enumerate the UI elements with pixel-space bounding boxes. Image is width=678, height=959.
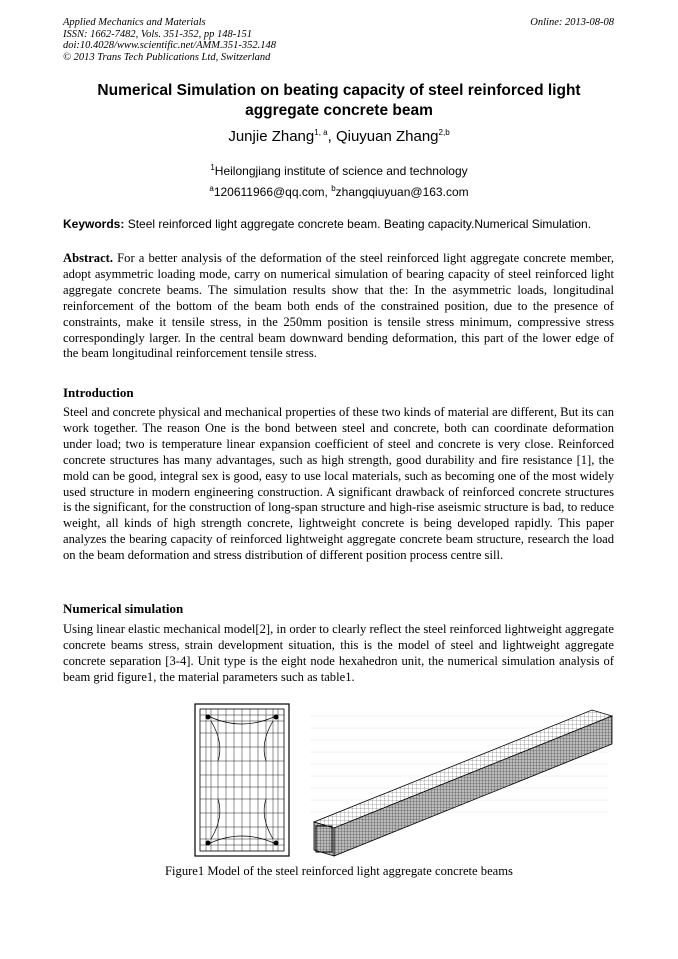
email-b-sup: b — [331, 184, 336, 193]
introduction-text: Steel and concrete physical and mechanical properties of these two kinds of material are different, But its can work together. The reason One is the bond between steel and concrete, both can coordinate deformation under load; two is temperature linear expansion coefficient of steel and concrete is very close. Reinforced concrete structures has many advantages, such as high strength, good durability and fire resistance [1], the mold can be good, integral sex is good, easy to use local materials, such as becoming one of the most widely used structure in modern engineering construction. A significant drawback of reinforced concrete structures is the significant, for the construction of long-span structure and high-rise aseismic structure is bad, to reduce weight, all kinds of high strength concrete, lightweight concrete is being developed rapidly. This paper analyzes the bearing capacity of reinforced lightweight aggregate concrete beam structure, research the load on the beam deformation and stress distribution of different position process centre sill. — [63, 405, 614, 563]
email-separator: , — [324, 185, 332, 199]
beam-cross-section-mesh — [194, 703, 290, 857]
author-separator: , — [327, 128, 336, 145]
email-a: 120611966@qq.com — [213, 185, 325, 199]
keywords-text: Steel reinforced light aggregate concrete beam. Beating capacity.Numerical Simulation. — [124, 217, 592, 231]
abstract-text: For a better analysis of the deformation of the steel reinforced light aggregate concrete member, adopt asymmetric loading mode, carry on numerical simulation of bearing capacity of steel reinforced light aggregate concrete beams. The simulation results show that the: In the asymmetric loads, longitudinal reinforcement of the bottom of the beam both ends of the constrained position, due to the presence of constraints, make it tensile stress, in the 250mm position is tensile stress minimum, compressive stress correspondingly larger. In the central beam downward bending deformation, this part of the lower edge of the beam longitudinal reinforcement tensile stress. — [63, 251, 614, 361]
author-2-sup: 2,b — [438, 128, 450, 137]
numerical-heading: Numerical simulation — [63, 601, 184, 616]
introduction-heading: Introduction — [63, 385, 134, 400]
author-line — [0, 128, 678, 145]
email-a-sup: a — [209, 184, 214, 193]
affiliation — [0, 164, 678, 178]
issn-line: ISSN: 1662-7482, Vols. 351-352, pp 148-151 — [63, 28, 252, 40]
journal-name: Applied Mechanics and Materials — [63, 17, 206, 28]
keywords — [63, 217, 615, 231]
doi-line: doi:10.4028/www.scientific.net/AMM.351-352.148 — [63, 40, 276, 51]
author-1-sup: 1, a — [314, 128, 328, 137]
abstract — [63, 251, 614, 362]
paper-title: Numerical Simulation on beating capacity of steel reinforced light aggregate concrete beam — [97, 82, 581, 119]
beam-3d-mesh — [308, 708, 620, 858]
affiliation-text: Heilongjiang institute of science and technology — [214, 164, 468, 178]
figure-caption: Figure1 Model of the steel reinforced light aggregate concrete beams — [165, 864, 513, 878]
affiliation-sup: 1 — [210, 163, 215, 172]
author-1-name: Junjie Zhang — [228, 128, 315, 145]
author-2-name: Qiuyuan Zhang — [335, 128, 439, 145]
copyright-line: © 2013 Trans Tech Publications Ltd, Switzerland — [63, 51, 271, 63]
email-line — [0, 185, 678, 199]
numerical-text: Using linear elastic mechanical model[2], in order to clearly reflect the steel reinforced lightweight aggregate concrete beams stress, strain development situation, this is the model of steel and lightweight aggregate concrete separation [3-4]. Unit type is the eight node hexahedron unit, the numerical simulation analysis of beam grid figure1, the material parameters such as table1. — [63, 622, 614, 684]
keywords-label: Keywords: — [63, 217, 125, 231]
email-b: zhangqiuyuan@163.com — [335, 185, 469, 199]
online-date: Online: 2013-08-08 — [530, 17, 614, 28]
abstract-label: Abstract. — [63, 251, 114, 265]
